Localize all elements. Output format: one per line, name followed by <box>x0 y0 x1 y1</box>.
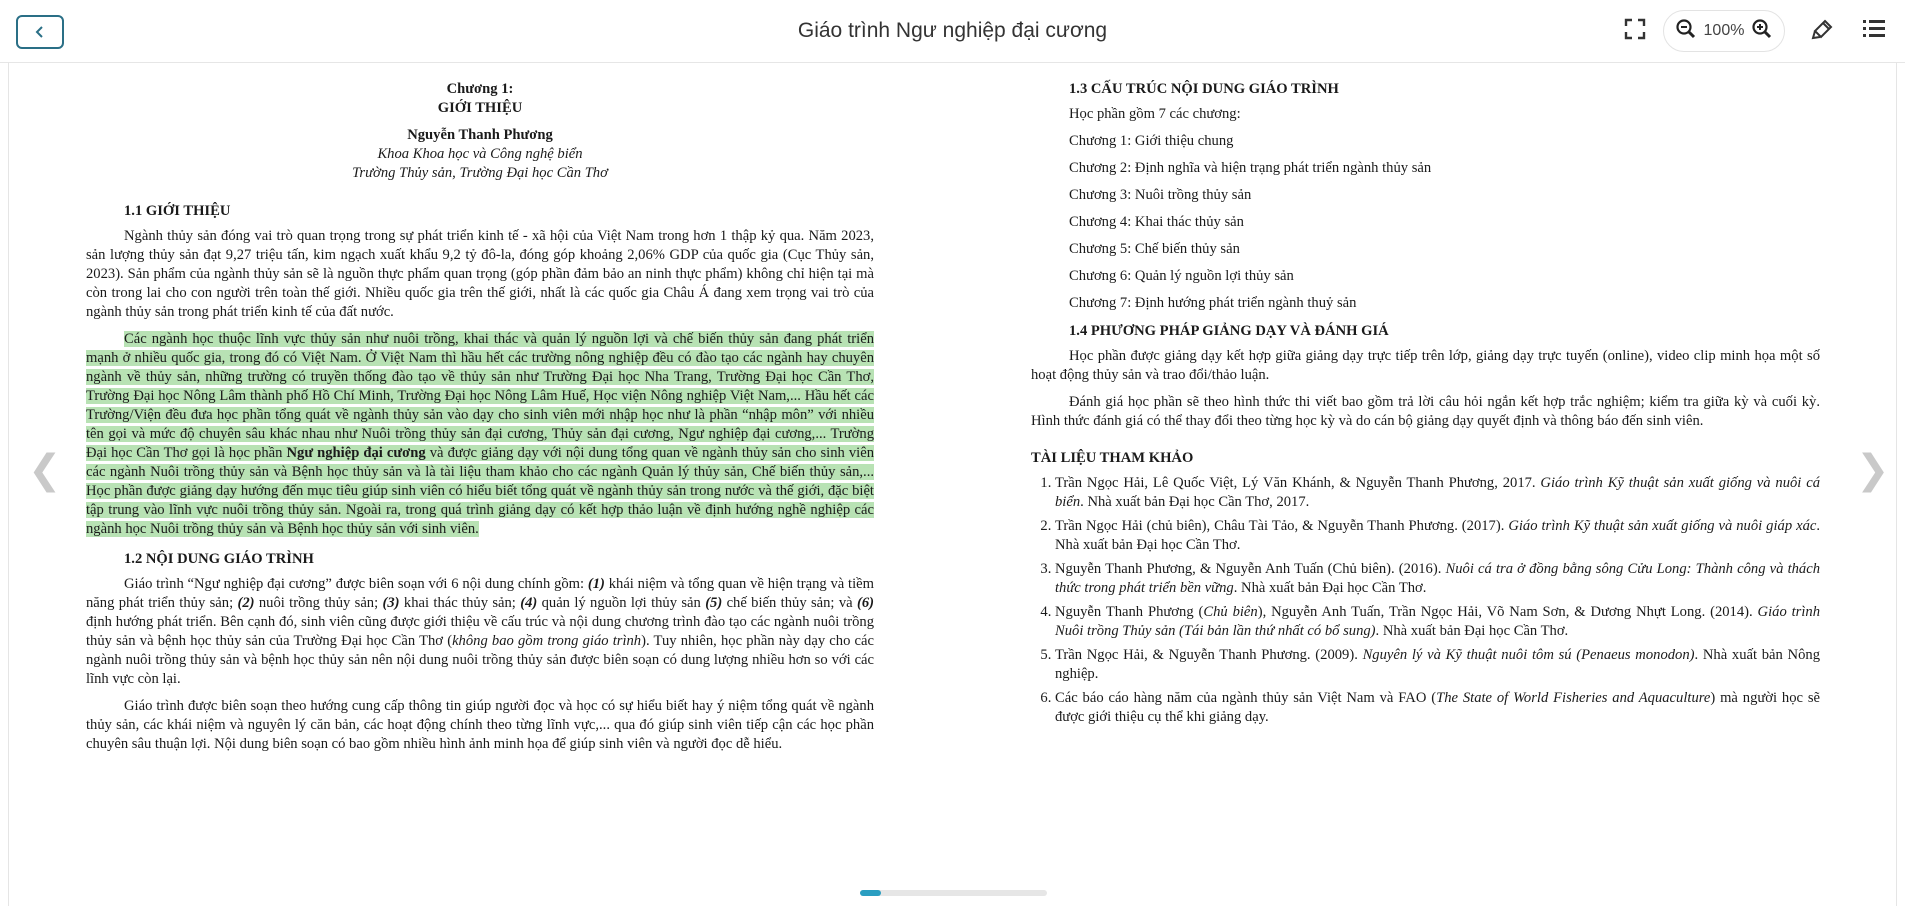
list-item: Chương 3: Nuôi trồng thủy sản <box>1069 187 1252 203</box>
zoom-control <box>1663 10 1785 52</box>
author-institution: Trường Thủy sản, Trường Đại học Cần Thơ <box>352 165 608 181</box>
paragraph: Giáo trình “Ngư nghiệp đại cương” được biên soạn với 6 nội dung chính gồm: (1) khái niệm và tổng quan về hiện trạng và tiềm năng phát triển thủy sản; (2) nuôi trồng thủy sản; (3) khai thác thủy sản; (4) quản lý nguồn lợi thủy sản (5) chế biến thủy sản; và (6) định hướng phát triển. Bên cạnh đó, sinh viên cũng được giới thiệu về cấu trúc và nội dung chương trình đào tạo các ngành nuôi trồng thủy sản và bệnh học thủy sản của Trường Đại học Cần Thơ (không bao gồm trong giáo trình). Tuy nhiên, học phần này dạy cho các ngành nuôi trồng thủy sản và bệnh học thủy sản nên nội dung nuôi trồng thủy sản được biên soạn có dung lượng nhiều hơn so với các lĩnh vực còn lại. <box>86 576 874 687</box>
list-item: Chương 6: Quản lý nguồn lợi thủy sản <box>1069 268 1294 284</box>
highlighter-icon <box>1810 18 1834 42</box>
zoom-out-icon <box>1676 19 1696 39</box>
prev-page-arrow[interactable]: ❮ <box>28 447 62 493</box>
left-page <box>86 80 874 754</box>
document-title: Giáo trình Ngư nghiệp đại cương <box>797 19 1108 42</box>
next-page-arrow[interactable]: ❯ <box>1856 447 1890 493</box>
highlight-text: Các ngành học thuộc lĩnh vực thủy sản như nuôi trồng, khai thác và quản lý nguồn lợi và chế biến thủy sản đang phát triển mạnh ở nhiều quốc gia, trong đó có Việt Nam. Ở Việt Nam thì hầu hết các trường nông nghiệp đều có đào tạo các ngành hay chuyên ngành về thủy sản, những trường có truyền thống đào tạo về thủy sản như Trường Đại học Nha Trang, Trường Đại học Cần Thơ, Trường Đại học Nông Lâm thành phố Hồ Chí Minh, Trường Đại học Nông Lâm Huế, Học viện Nông nghiệp Việt Nam,... Hầu hết các Trường/Viện đều đưa học phần tổng quát về ngành thủy sản vào dạy cho sinh viên mới nhập học như là phần “nhập môn” với nhiều tên gọi và mức độ chuyên sâu khác nhau như Nuôi trồng thủy sản đại cương, Thủy sản đại cương, Ngư nghiệp đại cương,... Trường Đại học Cần Thơ gọi là học phần <box>86 331 874 461</box>
list-item: 5. Trần Ngọc Hải, & Nguyễn Thanh Phương. (2009). Nguyên lý và Kỹ thuật nuôi tôm sú (Penaeus monodon). Nhà xuất bản Nông nghiệp. <box>1055 646 1820 684</box>
top-toolbar <box>0 0 1905 63</box>
list-item: 6. Các báo cáo hàng năm của ngành thủy sản Việt Nam và FAO (The State of World Fisheries and Aquaculture) mà người học sẽ được giới thiệu cụ thể khi giảng dạy. <box>1055 689 1820 727</box>
reading-progress-bar[interactable] <box>860 890 1047 896</box>
chapter-list-intro: Học phần gồm 7 các chương: <box>1069 106 1241 122</box>
chapter-list <box>1031 132 1820 313</box>
reading-progress-thumb[interactable] <box>860 890 881 896</box>
author-affiliation: Khoa Khoa học và Công nghệ biển <box>377 146 583 162</box>
paragraph: Đánh giá học phần sẽ theo hình thức thi viết bao gồm trả lời câu hỏi ngắn kết hợp trắc nghiệm; kiểm tra giữa kỳ và cuối kỳ. Hình thức đánh giá có thể thay đổi theo từng học kỳ và do cán bộ giảng dạy quyết định và thông báo đến sinh viên. <box>1031 394 1820 429</box>
section-heading-1-1: 1.1 GIỚI THIỆU <box>124 203 231 219</box>
list-item: 1. Trần Ngọc Hải, Lê Quốc Việt, Lý Văn Khánh, & Nguyễn Thanh Phương, 2017. Giáo trình Kỹ thuật sản xuất giống và nuôi cá biển. Nhà xuất bản Đại học Cần Thơ, 2017. <box>1055 474 1820 512</box>
references-list <box>1031 474 1820 727</box>
zoom-in-button[interactable] <box>1752 19 1772 44</box>
section-heading-1-4: 1.4 PHƯƠNG PHÁP GIẢNG DẠY VÀ ĐÁNH GIÁ <box>1069 323 1389 339</box>
list-item: 3. Nguyễn Thanh Phương, & Nguyễn Anh Tuấn (Chủ biên). (2016). Nuôi cá tra ở đồng bằng sông Cửu Long: Thành công và thách thức trong phát triển bền vững. Nhà xuất bản Đại học Cần Thơ. <box>1055 560 1820 598</box>
list-item: Chương 1: Giới thiệu chung <box>1069 133 1234 149</box>
fullscreen-button[interactable] <box>1624 18 1646 40</box>
paragraph: Học phần được giảng dạy kết hợp giữa giảng dạy trực tiếp trên lớp, giảng dạy trực tuyến (online), video clip minh họa một số hoạt động thủy sản và trao đổi/thảo luận. <box>1031 348 1820 383</box>
list-item: Chương 7: Định hướng phát triển ngành thuỷ sản <box>1069 295 1357 311</box>
list-item: 2. Trần Ngọc Hải (chủ biên), Châu Tài Tảo, & Nguyễn Thanh Phương. (2017). Giáo trình Kỹ thuật sản xuất giống và nuôi giáp xác. Nhà xuất bản Đại học Cần Thơ. <box>1055 517 1820 555</box>
list-item: Chương 4: Khai thác thủy sản <box>1069 214 1244 230</box>
section-heading-1-2: 1.2 NỘI DUNG GIÁO TRÌNH <box>124 551 314 567</box>
highlight-text: và được giảng dạy với nội dung tổng quan về ngành thủy sản cho sinh viên các ngành Nuôi trồng thủy sản và Bệnh học thủy sản và là tài liệu tham khảo cho các ngành Quản lý thủy sản, Chế biến thủy sản,... Học phần được giảng dạy hướng đến mục tiêu giúp sinh viên có hiểu biết tổng quát về ngành thủy sản trong nước và thế giới, đặc biệt tập trung vào lĩnh vực nuôi trồng thủy sản. Ngoài ra, trong quá trình giảng dạy có kết hợp thảo luận về định hướng nghề nghiệp các ngành học Nuôi trồng thủy sản và Bệnh học thủy sản với sinh viên. <box>86 445 875 537</box>
list-item: Chương 2: Định nghĩa và hiện trạng phát triển ngành thủy sản <box>1069 160 1432 176</box>
list-item: Chương 5: Chế biến thủy sản <box>1069 241 1240 257</box>
zoom-level: 100% <box>1703 22 1745 39</box>
paragraph: Giáo trình được biên soạn theo hướng cung cấp thông tin giúp người đọc và học có sự hiểu biết hay ý niệm tổng quát về ngành thủy sản, các khái niệm và nguyên lý căn bản, các hoạt động chính theo từng lĩnh vực,... qua đó giúp sinh viên tiếp cận các học phần chuyên sâu thuận lợi. Nội dung biên soạn có bao gồm nhiều hình ảnh minh họa để giúp sinh viên và người đọc dễ hiểu. <box>86 698 874 752</box>
toc-list-icon <box>1862 18 1886 40</box>
author-name: Nguyễn Thanh Phương <box>407 127 553 143</box>
toc-button[interactable] <box>1862 18 1886 40</box>
zoom-in-icon <box>1752 19 1772 39</box>
chapter-number: Chương 1: <box>446 81 514 97</box>
highlight-button[interactable] <box>1810 18 1834 42</box>
paragraph: Ngành thủy sản đóng vai trò quan trọng trong sự phát triển kinh tế - xã hội của Việt Nam trong hơn 1 thập kỷ qua. Năm 2023, sản lượng thủy sản đạt 9,27 triệu tấn, kim ngạch xuất khẩu 9,2 tỷ đô-la, đóng góp khoảng 2,06% GDP của quốc gia (Cục Thủy sản, 2023). Sản phẩm của ngành thủy sản sẽ là nguồn thực phẩm quan trọng (góp phần đảm bảo an ninh thực phẩm) không chỉ hiện tại mà còn trong lai cho con người trên toàn thế giới. Nhiều quốc gia trên thế giới, nhất là các quốc gia Châu Á đang xem trọng vai trò của ngành thủy sản trong phát triển kinh tế của đất nước. <box>86 228 874 320</box>
zoom-out-button[interactable] <box>1676 19 1696 44</box>
highlighted-paragraph[interactable] <box>86 330 874 539</box>
references-heading: TÀI LIỆU THAM KHẢO <box>1031 450 1194 466</box>
section-heading-1-3: 1.3 CẤU TRÚC NỘI DUNG GIÁO TRÌNH <box>1069 81 1339 97</box>
list-item: 4. Nguyễn Thanh Phương (Chủ biên), Nguyễn Anh Tuấn, Trần Ngọc Hải, Võ Nam Sơn, & Dương Nhựt Long. (2014). Giáo trình Nuôi trồng Thủy sản (Tái bản lần thứ nhất có bổ sung). Nhà xuất bản Đại học Cần Thơ. <box>1055 603 1820 641</box>
highlight-bold-text: Ngư nghiệp đại cương <box>286 445 426 461</box>
chapter-title: GIỚI THIỆU <box>437 100 523 116</box>
fullscreen-icon <box>1624 18 1646 40</box>
right-page <box>1031 80 1820 732</box>
